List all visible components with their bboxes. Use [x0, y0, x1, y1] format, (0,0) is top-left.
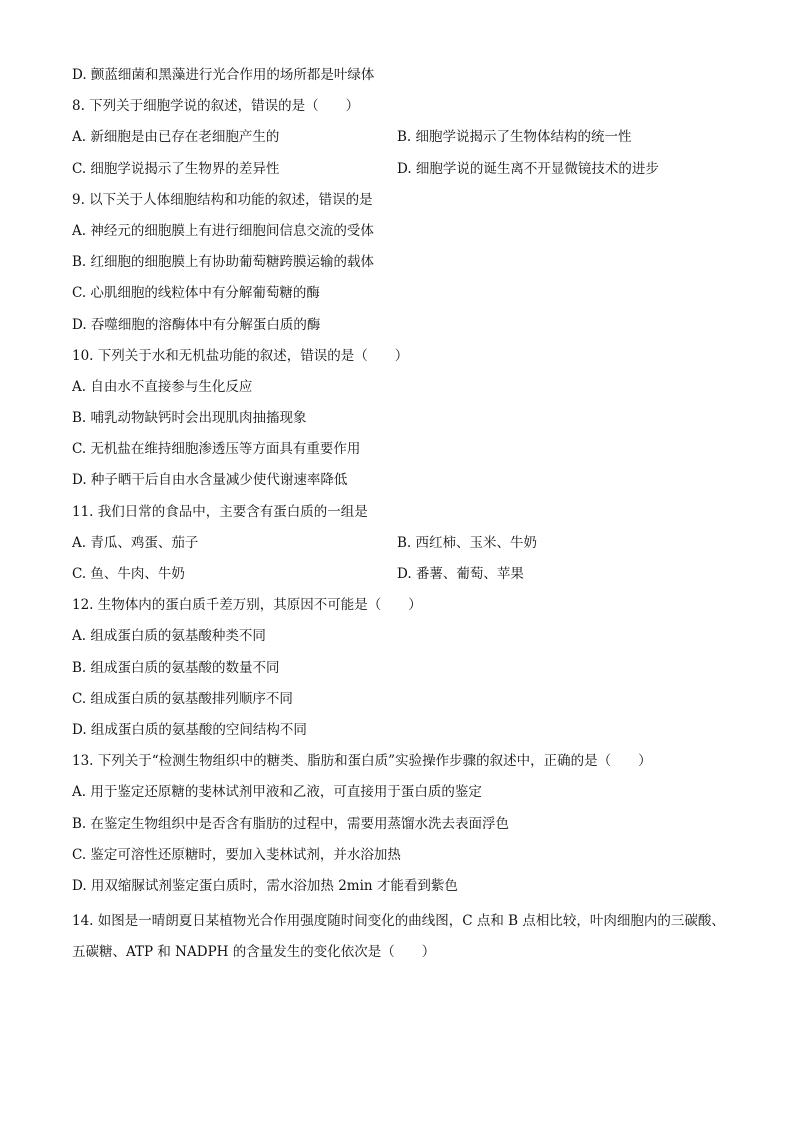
- option-row: [72, 532, 732, 563]
- question-stem: 14. 如图是一晴朗夏日某植物光合作用强度随时间变化的曲线图，C 点和 B 点相比较，叶肉细胞内的三碳酸、五碳糖、ATP 和 NADPH 的含量发生的变化依次是（ ）: [72, 913, 725, 961]
- option-text: B. 组成蛋白质的氨基酸的数量不同: [72, 659, 280, 676]
- question-stem: 10. 下列关于水和无机盐功能的叙述，错误的是（ ）: [72, 347, 409, 364]
- option-text: A. 用于鉴定还原糖的斐林试剂甲液和乙液，可直接用于蛋白质的鉴定: [72, 784, 482, 801]
- option-text: B. 哺乳动物缺钙时会出现肌肉抽搐现象: [72, 410, 307, 427]
- option-text: A. 青瓜、鸡蛋、茄子: [72, 534, 199, 551]
- option-text: D. 吞噬细胞的溶酶体中有分解蛋白质的酶: [72, 316, 321, 333]
- option-text: D. 番薯、葡萄、苹果: [397, 566, 524, 582]
- question-stem: 8. 下列关于细胞学说的叙述，错误的是（ ）: [72, 98, 360, 115]
- option-row: [72, 126, 732, 157]
- option-text: A. 神经元的细胞膜上有进行细胞间信息交流的受体: [72, 222, 374, 239]
- option-text: D. 细胞学说的诞生离不开显微镜技术的进步: [397, 160, 659, 177]
- question-stem: 13. 下列关于“检测生物组织中的糖类、脂肪和蛋白质”实验操作步骤的叙述中，正确的是（ ）: [72, 753, 652, 770]
- option-text: B. 在鉴定生物组织中是否含有脂肪的过程中，需要用蒸馏水洗去表面浮色: [72, 815, 510, 832]
- option-text: C. 鱼、牛肉、牛奶: [72, 566, 185, 582]
- option-text: C. 细胞学说揭示了生物界的差异性: [72, 160, 280, 177]
- question-list: [72, 64, 732, 968]
- option-text: C. 心肌细胞的线粒体中有分解葡萄糖的酶: [72, 285, 320, 302]
- option-text: B. 细胞学说揭示了生物体结构的统一性: [397, 129, 632, 146]
- option-text: D. 用双缩脲试剂鉴定蛋白质时，需水浴加热 2min 才能看到紫色: [72, 877, 458, 894]
- option-text: A. 组成蛋白质的氨基酸种类不同: [72, 628, 266, 645]
- option-text: C. 组成蛋白质的氨基酸排列顺序不同: [72, 690, 293, 707]
- option-text: D. 组成蛋白质的氨基酸的空间结构不同: [72, 721, 307, 738]
- option-row: [72, 563, 732, 594]
- option-text: D. 种子晒干后自由水含量减少使代谢速率降低: [72, 472, 348, 489]
- option-text: C. 无机盐在维持细胞渗透压等方面具有重要作用: [72, 441, 361, 458]
- question-stem: 9. 以下关于人体细胞结构和功能的叙述，错误的是: [72, 191, 373, 208]
- option-text: A. 新细胞是由已存在老细胞产生的: [72, 129, 280, 146]
- option-text: B. 红细胞的细胞膜上有协助葡萄糖跨膜运输的载体: [72, 254, 375, 271]
- question-stem: 11. 我们日常的食品中，主要含有蛋白质的一组是: [72, 503, 368, 520]
- option-text: C. 鉴定可溶性还原糖时，要加入斐林试剂，并水浴加热: [72, 846, 401, 863]
- option-text: A. 自由水不直接参与生化反应: [72, 378, 253, 395]
- option-row: [72, 158, 732, 189]
- option-text: B. 西红柿、玉米、牛奶: [397, 534, 538, 551]
- option-text: D. 颤蓝细菌和黑藻进行光合作用的场所都是叶绿体: [72, 67, 375, 83]
- question-stem: 12. 生物体内的蛋白质千差万别，其原因不可能是（ ）: [72, 597, 422, 614]
